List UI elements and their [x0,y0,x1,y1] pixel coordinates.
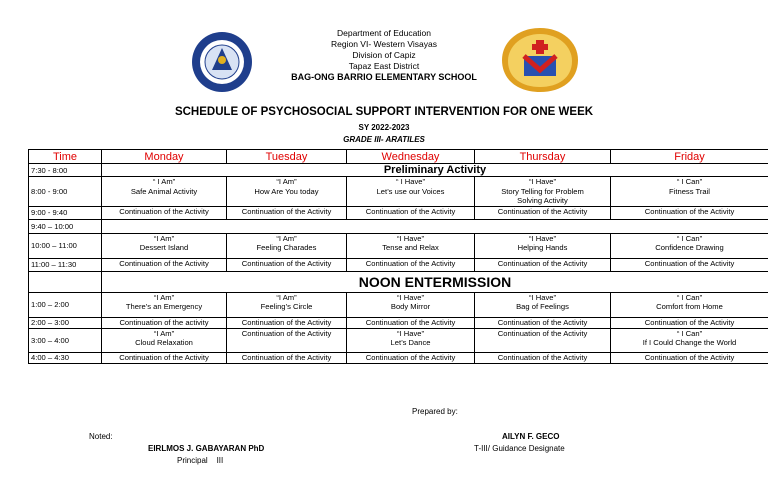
header-line-district: Tapaz East District [348,61,420,71]
activity-name: Continuation of the Activity [644,352,735,362]
col-header-tuesday: Tuesday [227,150,347,164]
activity-theme: “I Am” [276,233,297,243]
activity-cell-friday [611,352,768,363]
time-cell [29,271,102,292]
activity-name: Story Telling for Problem [501,186,584,196]
noon-intermission-label: NOON ENTERMISSION [102,271,768,292]
teacher-title: T-III/ Guidance Designate [474,444,565,453]
activity-cell-monday [102,177,227,207]
preliminary-activity-label: Preliminary Activity [102,164,768,177]
activity-theme: “ I Can” [676,177,703,186]
activity-cell-friday [611,317,768,328]
activity-cell-thursday [475,317,611,328]
activity-name: Helping Hands [517,243,568,252]
activity-cell-wednesday [347,317,475,328]
time-cell: 9:00 - 9:40 [29,206,102,219]
table-header-row [29,150,768,164]
activity-cell-tuesday [227,258,347,271]
activity-cell-friday [611,258,768,271]
activity-name: Dessert Island [139,243,189,252]
activity-name: Let’s use our Voices [376,186,445,196]
agency-header [0,28,768,83]
teacher-name: AILYN F. GECO [502,432,560,441]
principal-title: Principal III [177,456,224,465]
time-cell: 2:00 – 3:00 [29,317,102,328]
activity-name: Body Mirror [390,302,431,311]
activity-name: Tense and Relax [382,243,439,252]
activity-theme: “ I Can” [676,292,703,302]
activity-cell-tuesday [227,206,347,219]
activity-cell-monday [102,352,227,363]
activity-name: Continuation of the Activity [644,258,735,268]
activity-name: Continuation of the Activity [365,317,456,327]
activity-theme: “ I Have” [395,177,426,186]
activity-name: Continuation of the Activity [365,352,456,362]
school-year: SY 2022-2023 [358,123,410,132]
activity-cell-tuesday [227,317,347,328]
prepared-by-label: Prepared by: [412,407,458,416]
principal-name: EIRLMOS J. GABAYARAN PhD [148,444,265,453]
activity-name: Continuation of the Activity [644,317,735,327]
activity-name: Comfort from Home [656,302,723,311]
col-header-time: Time [29,150,102,164]
table-row [29,258,768,271]
activity-cell-wednesday [347,292,475,317]
time-cell: 7:30 - 8:00 [29,164,102,177]
empty-span-cell [102,219,768,233]
activity-cell-monday [102,206,227,219]
schedule-table [28,149,768,364]
activity-cell-tuesday [227,233,347,258]
activity-theme: “I Am” [153,328,175,338]
activity-cell-tuesday [227,292,347,317]
header-line-department: Department of Education [336,28,432,38]
activity-theme: “I Am” [153,292,175,302]
activity-name: Continuation of the activity [119,317,209,327]
table-row [29,328,768,352]
activity-name: Confidence Drawing [655,243,724,252]
activity-cell-wednesday [347,177,475,207]
activity-theme: “ I Am” [152,177,176,186]
activity-name: Continuation of the Activity [497,352,588,362]
activity-theme: “I Have” [396,292,424,302]
activity-cell-wednesday [347,206,475,219]
activity-name: How Are You today [254,186,319,196]
activity-theme: “ I Can” [676,233,703,243]
activity-name: Cloud Relaxation [135,338,193,347]
table-row [29,206,768,219]
activity-name: Continuation of the Activity [241,206,332,216]
activity-cell-tuesday [227,328,347,352]
grade-section: GRADE III- ARATILES [343,135,425,144]
col-header-thursday: Thursday [475,150,611,164]
activity-name: There’s an Emergency [125,302,203,311]
activity-cell-thursday [475,328,611,352]
time-cell: 4:00 – 4:30 [29,352,102,363]
table-row [29,219,768,233]
document-title: SCHEDULE OF PSYCHOSOCIAL SUPPORT INTERVENTION FOR ONE WEEK [174,106,594,118]
activity-theme: “I Have” [396,328,424,338]
activity-name: Feeling’s Circle [260,302,313,311]
activity-name: Continuation of the Activity [119,258,209,268]
noon-intermission-row [29,271,768,292]
header-line-division: Division of Capiz [352,50,416,60]
col-header-wednesday: Wednesday [347,150,475,164]
activity-name: Feeling Charades [256,243,317,252]
activity-cell-thursday [475,177,611,207]
activity-theme: “I Have” [528,177,556,186]
activity-name: Continuation of the Activity [497,328,588,338]
time-cell: 10:00 – 11:00 [29,233,102,258]
activity-name: Continuation of the Activity [497,317,588,327]
activity-name: Continuation of the Activity [241,317,332,327]
table-row [29,352,768,363]
activity-cell-tuesday [227,177,347,207]
activity-cell-friday [611,292,768,317]
activity-name: Let’s Dance [390,338,431,347]
activity-name: Bag of Feelings [516,302,569,311]
activity-cell-wednesday [347,328,475,352]
activity-cell-friday [611,233,768,258]
table-row [29,292,768,317]
activity-cell-wednesday [347,258,475,271]
activity-cell-friday [611,177,768,207]
activity-cell-thursday [475,233,611,258]
table-row [29,317,768,328]
time-cell: 9:40 – 10:00 [29,219,102,233]
activity-name: Safe Animal Activity [130,186,198,196]
activity-theme: “ I Can” [676,328,703,338]
activity-cell-thursday [475,206,611,219]
activity-theme: “I Have” [528,233,556,243]
activity-cell-friday [611,206,768,219]
header-line-region: Region VI- Western Visayas [331,39,437,49]
activity-cell-thursday [475,258,611,271]
activity-cell-tuesday [227,352,347,363]
activity-name: Continuation of the Activity [365,206,456,216]
activity-name: Continuation of the Activity [365,258,456,268]
activity-cell-monday [102,317,227,328]
col-header-monday: Monday [102,150,227,164]
activity-cell-monday [102,328,227,352]
time-cell: 11:00 – 11:30 [29,258,102,271]
activity-theme: “I Have” [528,292,556,302]
activity-name: Continuation of the Activity [497,206,588,216]
activity-theme: “I Am” [276,177,297,186]
time-cell: 8:00 - 9:00 [29,177,102,207]
activity-name: Fitness Trail [669,186,710,196]
activity-name: Continuation of the Activity [241,258,332,268]
activity-cell-monday [102,233,227,258]
school-name: BAG-ONG BARRIO ELEMENTARY SCHOOL [291,72,477,82]
activity-theme: “I Have” [396,233,424,243]
table-row [29,233,768,258]
col-header-friday: Friday [611,150,768,164]
time-cell: 3:00 – 4:00 [29,328,102,352]
noted-label: Noted: [89,432,113,441]
activity-cell-monday [102,292,227,317]
activity-cell-wednesday [347,233,475,258]
time-cell: 1:00 – 2:00 [29,292,102,317]
activity-name: Continuation of the Activity [241,352,332,362]
table-row [29,164,768,177]
activity-name: Continuation of the Activity [241,328,332,338]
table-row [29,177,768,207]
activity-name: Continuation of the Activity [119,352,209,362]
activity-theme: “I Am” [153,233,175,243]
activity-cell-thursday [475,352,611,363]
activity-name: Continuation of the Activity [644,206,735,216]
activity-name: Continuation of the Activity [497,258,588,268]
activity-cell-wednesday [347,352,475,363]
activity-cell-thursday [475,292,611,317]
activity-name: Continuation of the Activity [119,206,209,216]
activity-cell-friday [611,328,768,352]
activity-theme: “I Am” [276,292,297,302]
activity-cell-monday [102,258,227,271]
activity-name: If I Could Change the World [642,338,737,347]
activity-name: Solving Activity [517,196,568,205]
